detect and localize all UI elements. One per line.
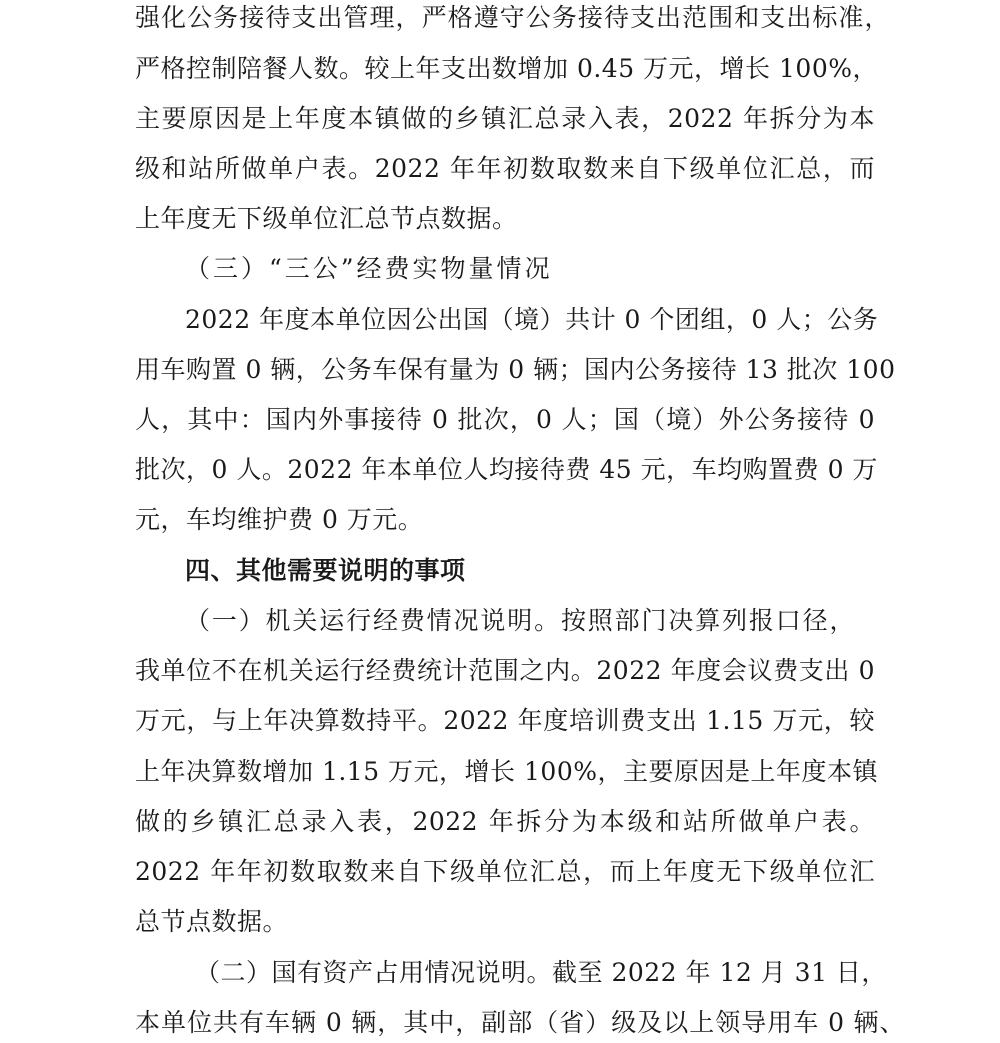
text-line-15: 万元，与上年决算数持平。2022 年度培训费支出 1.15 万元，较 xyxy=(135,706,875,735)
text-line-21: 本单位共有车辆 0 辆，其中，副部（省）级及以上领导用车 0 辆、 xyxy=(135,1008,905,1037)
text-line-7: 2022 年度本单位因公出国（境）共计 0 个团组，0 人；公务 xyxy=(185,305,879,334)
text-line-14: 我单位不在机关运行经费统计范围之内。2022 年度会议费支出 0 xyxy=(135,656,875,685)
text-line-19: 总节点数据。 xyxy=(135,907,289,936)
text-line-16: 上年决算数增加 1.15 万元，增长 100%，主要原因是上年度本镇 xyxy=(135,757,878,786)
section-heading-sanggong: （三）“三公”经费实物量情况 xyxy=(185,254,553,283)
section-heading-other-matters: 四、其他需要说明的事项 xyxy=(185,556,466,585)
text-line-13: （一）机关运行经费情况说明。按照部门决算列报口径， xyxy=(185,606,855,635)
text-line-17: 做的乡镇汇总录入表，2022 年拆分为本级和站所做单户表。 xyxy=(135,807,875,836)
text-line-20: （二）国有资产占用情况说明。截至 2022 年 12 月 31 日， xyxy=(195,958,887,987)
text-line-5: 上年度无下级单位汇总节点数据。 xyxy=(135,204,518,233)
text-line-11: 元，车均维护费 0 万元。 xyxy=(135,505,424,534)
text-line-3: 主要原因是上年度本镇做的乡镇汇总录入表，2022 年拆分为本 xyxy=(135,104,875,133)
text-line-18: 2022 年年初数取数来自下级单位汇总，而上年度无下级单位汇 xyxy=(135,857,875,886)
text-line-4: 级和站所做单户表。2022 年年初数取数来自下级单位汇总，而 xyxy=(135,154,875,183)
text-line-10: 批次，0 人。2022 年本单位人均接待费 45 元，车均购置费 0 万 xyxy=(135,455,878,484)
text-line-1: 强化公务接待支出管理，严格遵守公务接待支出范围和支出标准， xyxy=(135,3,890,32)
text-line-8: 用车购置 0 辆，公务车保有量为 0 辆；国内公务接待 13 批次 100 xyxy=(135,355,896,384)
text-line-9: 人，其中：国内外事接待 0 批次，0 人；国（境）外公务接待 0 xyxy=(135,405,875,434)
text-line-2: 严格控制陪餐人数。较上年支出数增加 0.45 万元，增长 100%， xyxy=(135,54,878,83)
